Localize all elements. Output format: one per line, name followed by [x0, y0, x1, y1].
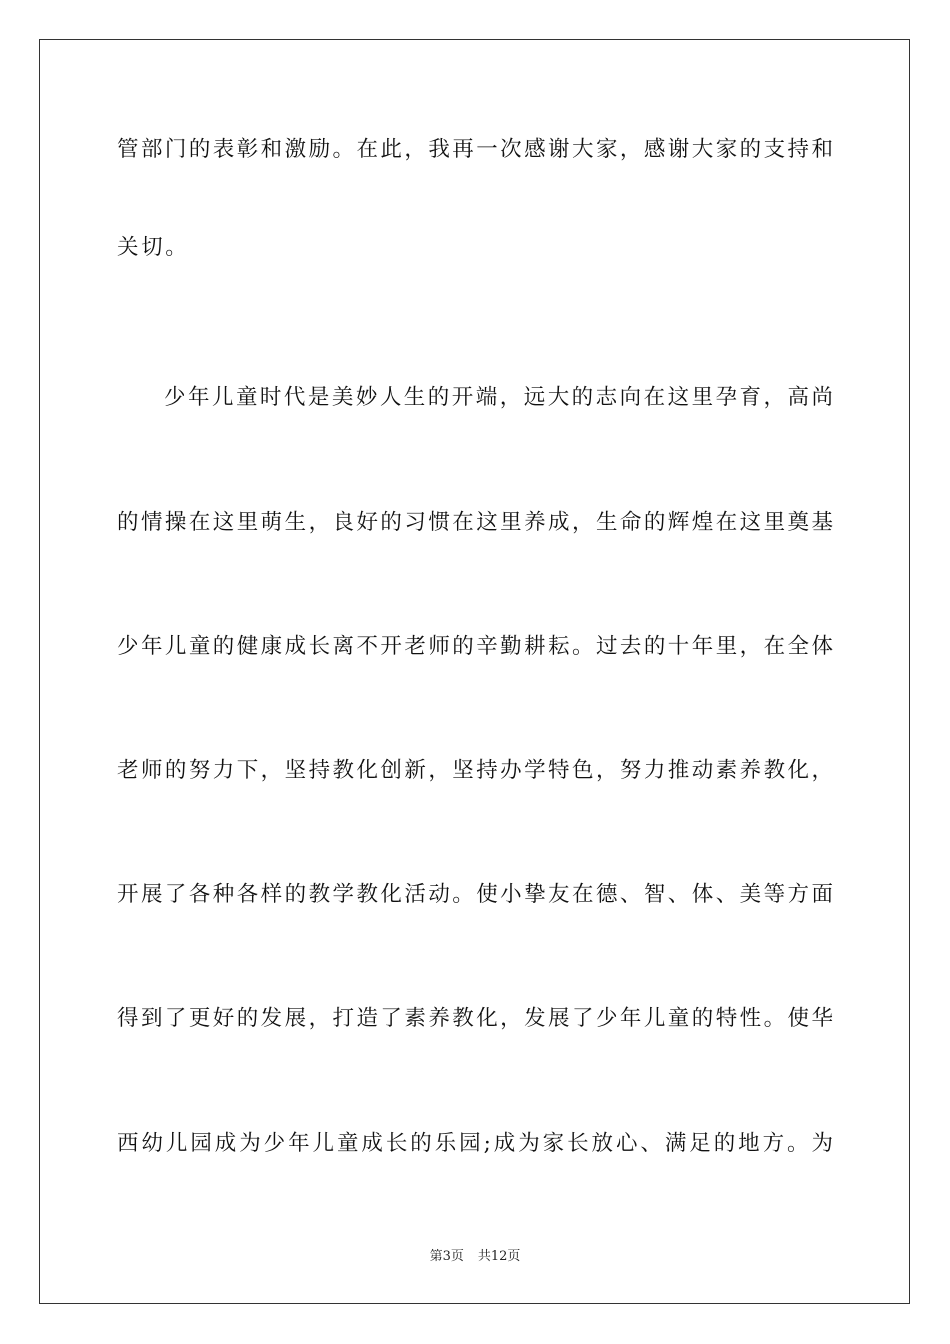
- page-footer: [0, 1248, 950, 1266]
- body-line-9: 西幼儿园成为少年儿童成长的乐园;成为家长放心、满足的地方。为: [117, 1131, 833, 1156]
- body-line-6: 老师的努力下，坚持教化创新，坚持办学特色，努力推动素养教化，: [117, 758, 833, 783]
- body-line-3: 少年儿童时代是美妙人生的开端，远大的志向在这里孕育，高尚: [164, 385, 833, 410]
- body-line-4: 的情操在这里萌生，良好的习惯在这里养成，生命的辉煌在这里奠基: [117, 510, 833, 535]
- body-line-5: 少年儿童的健康成长离不开老师的辛勤耕耘。过去的十年里，在全体: [117, 634, 833, 659]
- page-border: [39, 39, 910, 1304]
- body-line-1: 管部门的表彰和激励。在此，我再一次感谢大家，感谢大家的支持和: [117, 137, 833, 162]
- body-line-2: 关切。: [117, 235, 190, 260]
- body-line-8: 得到了更好的发展，打造了素养教化，发展了少年儿童的特性。使华: [117, 1006, 833, 1031]
- body-line-7: 开展了各种各样的教学教化活动。使小挚友在德、智、体、美等方面: [117, 882, 833, 907]
- page-total: 共12页: [477, 1249, 521, 1264]
- page-number: 第3页: [429, 1249, 464, 1264]
